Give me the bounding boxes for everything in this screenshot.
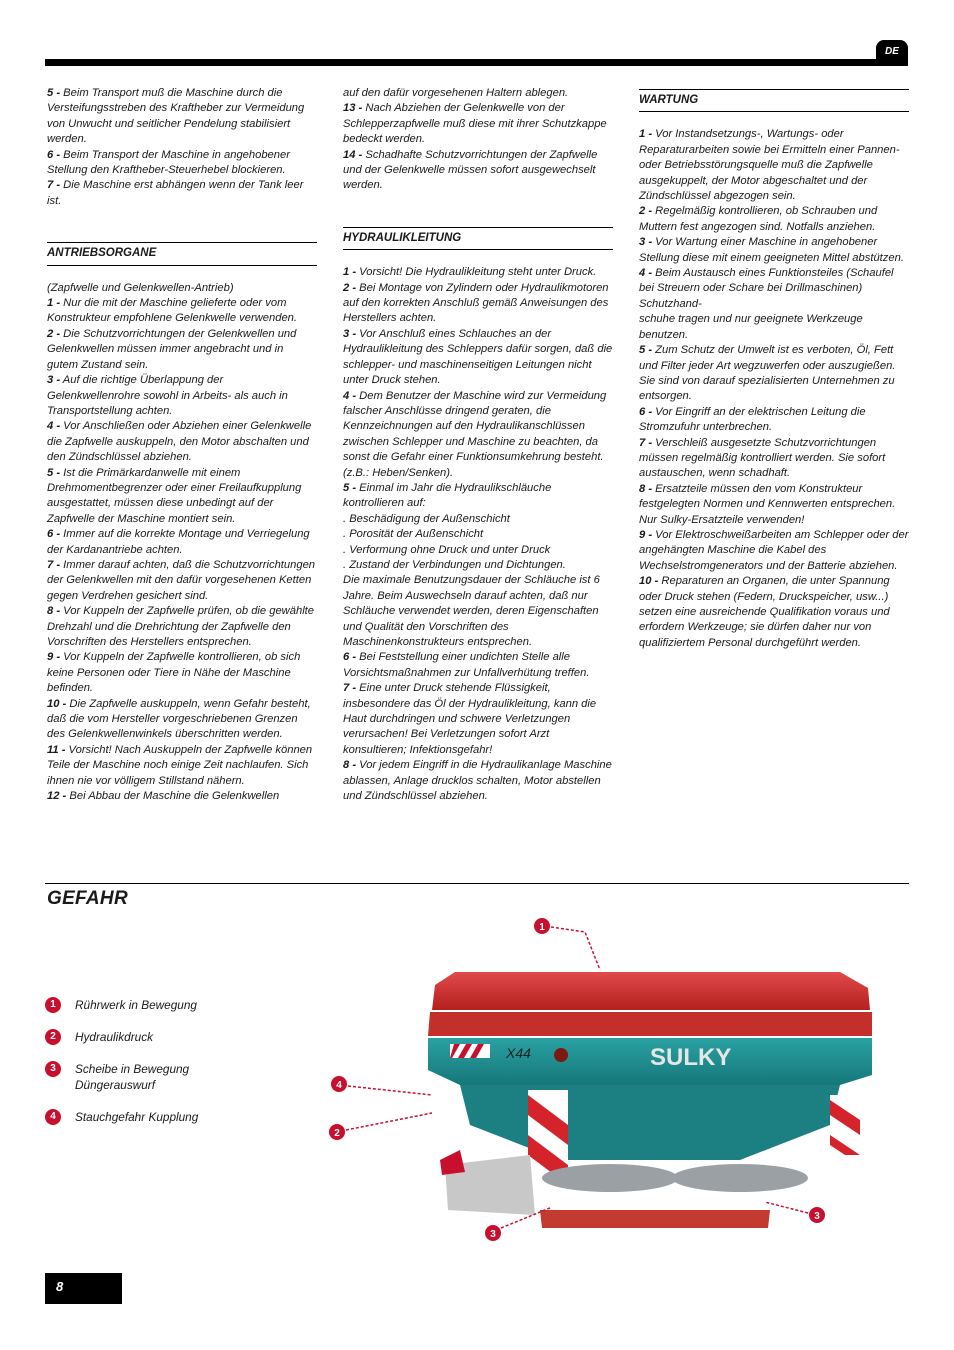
list-item: 7 - Eine unter Druck stehende Flüssigkeit, insbesondere das Öl der Hydraulikleitung, kann die Haut durchdringen und schwere Verletzungen verursachen! Bei Verletzungen sofort Arzt konsultieren; Infektionsgefahr!	[343, 682, 597, 756]
danger-heading: GEFAHR	[47, 888, 128, 909]
section-heading-wartung: WARTUNG	[639, 93, 909, 112]
brand-logo: SULKY	[650, 1044, 732, 1071]
rear-light	[554, 1048, 568, 1062]
list-item: 6 - Immer auf die korrekte Montage und Verriegelung der Kardanantriebe achten.	[47, 528, 310, 556]
section-heading-hydraulikleitung: HYDRAULIKLEITUNG	[343, 231, 613, 250]
language-tab: DE	[876, 40, 908, 64]
section-divider	[45, 883, 909, 884]
list-item: 9 - Vor Elektroschweißarbeiten am Schlepper oder der angehängten Maschine die Kabel des Wechselstromgenerators und der Batterie abziehen.	[639, 528, 909, 572]
list-item: 6 - Bei Feststellung einer undichten Stelle alle Vorsichtsmaßnahmen zur Unfallverhütung treffen.	[343, 651, 590, 679]
list-item: 10 - Reparaturen an Organen, die unter Spannung oder Druck stehen (Federn, Druckspeicher, usw...) setzen eine ausreichende Qualifikation voraus und erfordern Werkzeuge; sie dürfen daher nur von qualifiziertem Personal durchgeführt werden.	[639, 575, 890, 649]
list-item: 1 - Vorsicht! Die Hydraulikleitung steht unter Druck.	[343, 266, 597, 279]
list-item: 2 - Regelmäßig kontrollieren, ob Schrauben und Muttern fest angezogen sind. Notfalls anziehen.	[639, 205, 878, 233]
svg-text:1: 1	[539, 922, 545, 933]
funnel	[460, 1085, 840, 1160]
svg-text:3: 3	[490, 1229, 496, 1240]
paragraph: 7 - Die Maschine erst abhängen wenn der Tank leer ist.	[47, 179, 304, 207]
list-item: 1 - Nur die mit der Maschine gelieferte oder vom Konstrukteur empfohlene Gelenkwelle verwenden.	[47, 297, 297, 325]
section-heading-antriebsorgane: ANTRIEBSORGANE	[47, 246, 317, 265]
paragraph: Die maximale Benutzungsdauer der Schläuche ist 6 Jahre. Beim Auswechseln darauf achten, daß nur Schläuche verwendet werden, deren Eigenschaften und Qualität den Vorschriften des Maschinenkonstrukteurs entsprechen.	[343, 574, 600, 648]
paragraph: 13 - Nach Abziehen der Gelenkwelle von der Schlepperzapfwelle muß diese mit ihrer Schutzkappe bedeckt werden.	[343, 102, 607, 146]
svg-text:2: 2	[334, 1128, 340, 1139]
list-item: 3 - Vor Wartung einer Maschine in angehobener Stellung diese mit einem geeigneten Mittel abstützen.	[639, 236, 904, 264]
check-item: . Beschädigung der Außenschicht	[343, 512, 510, 525]
list-item: 4 - Beim Austausch eines Funktionsteiles (Schaufel bei Streuern oder Schare bei Drillmaschinen) Schutzhand-	[639, 267, 894, 310]
check-item: . Verformung ohne Druck und unter Druck	[343, 543, 551, 556]
legend-text: Hydraulikdruck	[75, 1030, 154, 1044]
paragraph: 6 - Beim Transport der Maschine in angehobener Stellung den Kraftheber-Steuerhebel blockieren.	[47, 148, 290, 177]
paragraph: auf den dafür vorgesehenen Haltern ablegen.	[343, 87, 569, 99]
callout-badge: 1	[45, 997, 61, 1013]
list-item: 5 - Zum Schutz der Umwelt ist es verboten, Öl, Fett und Filter jeder Art wegzuwerfen oder auszugießen. Sie sind von darauf spezialisierten Unternehmen zu entsorgen.	[639, 344, 896, 403]
column-3	[639, 86, 909, 651]
list-item: 10 - Die Zapfwelle auskuppeln, wenn Gefahr besteht, daß die vom Hersteller vorgeschriebenen Grenzen des Gelenkwellenwinkels überschritten werden.	[47, 697, 311, 741]
list-item: 7 - Verschleiß ausgesetzte Schutzvorrichtungen müssen regelmäßig kontrolliert werden. Sie sofort austauschen, wenn schadhaft.	[639, 436, 886, 480]
paragraph: 5 - Beim Transport muß die Maschine durch die Versteifungsstreben des Kraftheber zur Vermeidung von Unwucht und seitlicher Pendelung stabilisiert werden.	[47, 87, 305, 146]
list-item: 8 - Vor jedem Eingriff in die Hydraulikanlage Maschine ablassen, Anlage drucklos schalten, Motor abstellen und Zündschlüssel abziehen.	[343, 759, 612, 803]
guard-bar	[540, 1210, 770, 1228]
list-item: 8 - Vor Kuppeln der Zapfwelle prüfen, ob die gewählte Drehzahl und die Drehrichtung der Zapfwelle den Vorschriften des Herstellers entsprechen.	[47, 605, 315, 648]
list-item: 4 - Dem Benutzer der Maschine wird zur Vermeidung falscher Anschlüsse dringend geraten, die Kennzeichnungen auf den Hydraulikanschlüssen zwischen Schlepper und Maschine zu beachten, da sonst die Gefahr einer Funktionsumkehrung besteht. (z.B.: Heben/Senken).	[343, 389, 607, 479]
callout-badge: 4	[45, 1109, 61, 1125]
hopper-extension	[428, 1012, 872, 1036]
spreading-disc-left	[542, 1164, 678, 1192]
spreader-illustration	[320, 910, 880, 1250]
callout-badge: 3	[45, 1061, 61, 1077]
model-label: X44	[506, 1045, 531, 1061]
paragraph: schuhe tragen und nur geeignete Werkzeuge benutzen.	[639, 313, 863, 341]
list-item: 2 - Bei Montage von Zylindern oder Hydraulikmotoren auf den korrekten Anschluß gemäß Anweisungen des Herstellers achten.	[343, 281, 609, 325]
list-item: 3 - Auf die richtige Überlappung der Gelenkwellenrohre sowohl in Arbeits- als auch in Transportstellung achten.	[47, 374, 288, 417]
svg-text:3: 3	[814, 1211, 820, 1222]
legend-text: Scheibe in Bewegung Düngerauswurf	[75, 1062, 190, 1092]
list-item: 9 - Vor Kuppeln der Zapfwelle kontrollieren, ob sich keine Personen oder Tiere in Nähe der Maschine befinden.	[47, 651, 301, 695]
list-item: 7 - Immer darauf achten, daß die Schutzvorrichtungen der Gelenkwellen mit den dafür vorgesehenen Ketten gegen Verdrehen gesichert sind.	[47, 558, 316, 602]
list-item: 8 - Ersatzteile müssen den vom Konstrukteur festgelegten Normen und Kennwerten entsprechen. Nur Sulky-Ersatzteile verwenden!	[639, 482, 896, 526]
list-item: 3 - Vor Anschluß eines Schlauches an der Hydraulikleitung des Schleppers dafür sorgen, daß die schlepper- und maschinenseitigen Leitungen nicht unter Druck stehen.	[343, 327, 613, 387]
section-intro: (Zapfwelle und Gelenkwellen-Antrieb)	[47, 281, 234, 294]
column-1	[47, 86, 317, 804]
check-item: . Zustand der Verbindungen und Dichtungen.	[343, 558, 566, 571]
hopper-top	[432, 972, 870, 1010]
list-item: 11 - Vorsicht! Nach Auskuppeln der Zapfwelle können Teile der Maschine noch einige Zeit nachlaufen. Sich ihnen nie vor völligem Stillstand nähern.	[47, 743, 313, 787]
callout-badge: 2	[45, 1029, 61, 1045]
spreading-disc-right	[672, 1164, 808, 1192]
legend-text: Rührwerk in Bewegung	[75, 998, 197, 1012]
list-item: 1 - Vor Instandsetzungs-, Wartungs- oder Reparaturarbeiten sowie bei Ermitteln einer Pannen- oder Betriebsstörungsquelle muß die Zapfwelle ausgekuppelt, der Motor abgeschaltet und der Zündschlüssel abgezogen sein.	[639, 128, 900, 203]
svg-text:4: 4	[336, 1080, 342, 1091]
list-item: 12 - Bei Abbau der Maschine die Gelenkwellen	[47, 790, 280, 803]
check-item: . Porosität der Außenschicht	[343, 528, 484, 541]
list-item: 4 - Vor Anschließen oder Abziehen einer Gelenkwelle die Zapfwelle auskuppeln, den Motor abschalten und den Zündschlüssel abziehen.	[47, 420, 312, 464]
list-item: 2 - Die Schutzvorrichtungen der Gelenkwellen und Gelenkwellen müssen immer angebracht und in gutem Zustand sein.	[47, 327, 297, 371]
list-item: 6 - Vor Eingriff an der elektrischen Leitung die Stromzufuhr unterbrechen.	[639, 405, 866, 434]
list-item: 5 - Einmal im Jahr die Hydraulikschläuche kontrollieren auf:	[343, 481, 552, 510]
paragraph: 14 - Schadhafte Schutzvorrichtungen der Zapfwelle und der Gelenkwelle müssen sofort ausgewechselt werden.	[343, 148, 598, 192]
column-2	[343, 86, 613, 804]
list-item: 5 - Ist die Primärkardanwelle mit einem Drehmomentbegrenzer oder einer Freilaufkupplung ausgestattet, müssen diese unbedingt auf der Zapfwelle der Maschine montiert sein.	[47, 466, 302, 525]
page-number: 8	[45, 1273, 122, 1304]
header-rule	[45, 59, 908, 66]
legend-text: Stauchgefahr Kupplung	[75, 1110, 199, 1124]
